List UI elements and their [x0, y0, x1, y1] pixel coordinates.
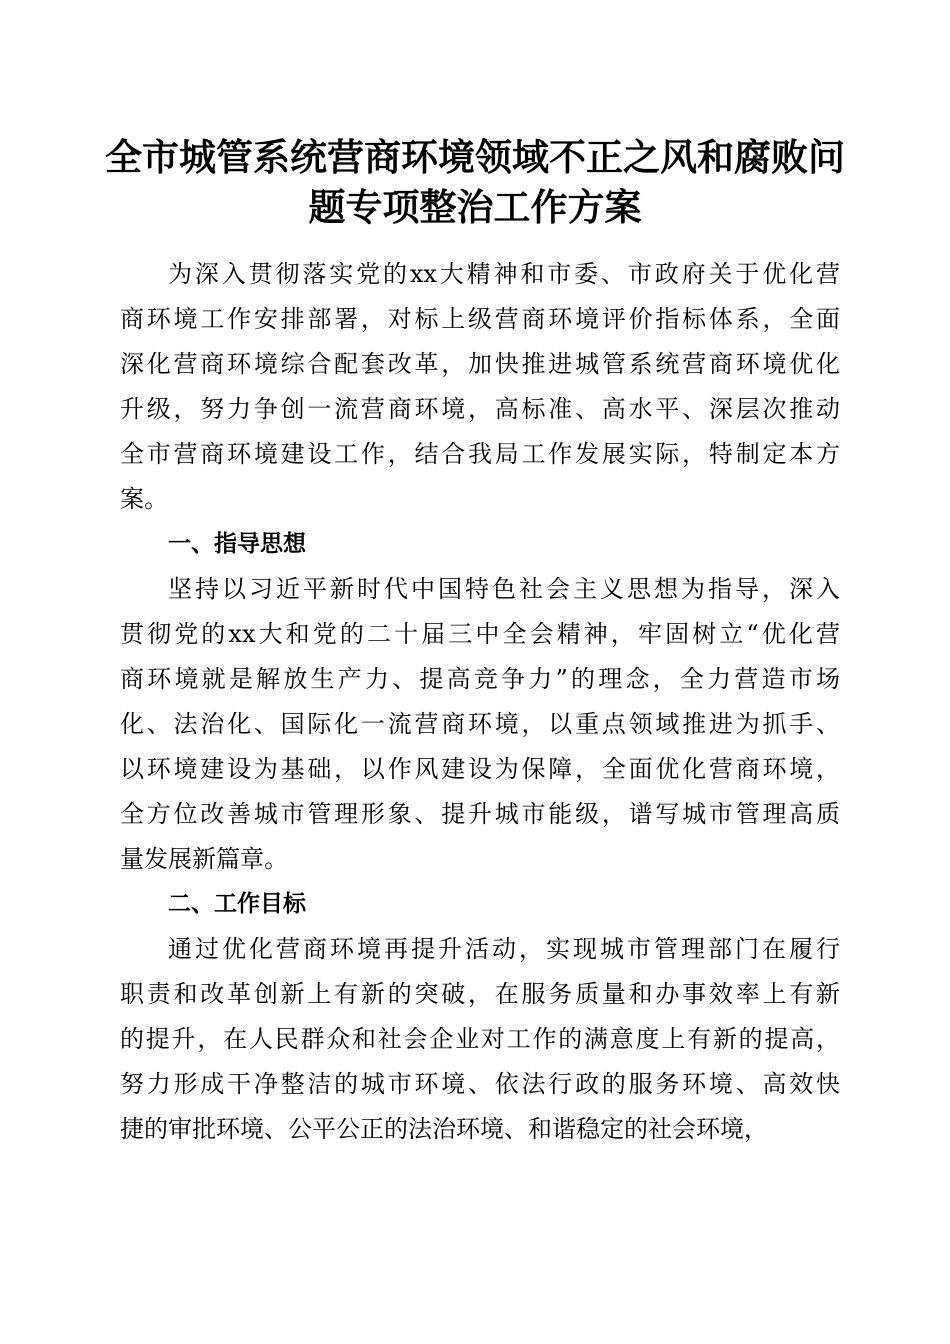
- paragraph-line: 贯彻党的xx大和党的二十届三中全会精神，牢固树立“优化营: [120, 620, 840, 648]
- intro-paragraph: [120, 252, 840, 522]
- paragraph-line: 化、法治化、国际化一流营商环境，以重点领域推进为抓手、: [120, 710, 840, 738]
- paragraph-line: 升级，努力争创一流营商环境，高标准、高水平、深层次推动: [120, 395, 840, 423]
- section-heading-work-goals: 二、工作目标: [168, 891, 306, 917]
- title-line-2: 题专项整治工作方案: [308, 185, 642, 229]
- paragraph-line: 以环境建设为基础，以作风建设为保障，全面优化营商环境，: [120, 755, 840, 783]
- title-line-1: 全市城管系统营商环境领域不正之风和腐败问: [105, 135, 845, 179]
- document-title: [95, 132, 855, 232]
- paragraph-line: 案。: [120, 485, 168, 513]
- paragraph-line: 职责和改革创新上有新的突破，在服务质量和办事效率上有新: [120, 980, 840, 1008]
- document-body: [120, 252, 840, 1152]
- paragraph-line: 通过优化营商环境再提升活动，实现城市管理部门在履行: [168, 935, 840, 963]
- paragraph-line: 量发展新篇章。: [120, 845, 288, 873]
- paragraph-line: 为深入贯彻落实党的xx大精神和市委、市政府关于优化营: [168, 260, 840, 288]
- paragraph-line: 捷的审批环境、公平公正的法治环境、和谐稳定的社会环境，: [120, 1115, 768, 1143]
- paragraph-line: 的提升，在人民群众和社会企业对工作的满意度上有新的提高，: [120, 1025, 840, 1053]
- paragraph-line: 努力形成干净整洁的城市环境、依法行政的服务环境、高效快: [120, 1070, 840, 1098]
- section-heading-guiding-ideology: 一、指导思想: [168, 531, 306, 557]
- paragraph-line: 商环境工作安排部署，对标上级营商环境评价指标体系，全面: [120, 305, 840, 333]
- paragraph-line: 全市营商环境建设工作，结合我局工作发展实际，特制定本方: [120, 440, 840, 468]
- paragraph-line: 深化营商环境综合配套改革，加快推进城管系统营商环境优化: [120, 350, 840, 378]
- guiding-ideology-paragraph: [120, 567, 840, 882]
- paragraph-line: 坚持以习近平新时代中国特色社会主义思想为指导，深入: [168, 575, 840, 603]
- work-goals-paragraph: [120, 927, 840, 1152]
- paragraph-line: 全方位改善城市管理形象、提升城市能级，谱写城市管理高质: [120, 800, 840, 828]
- paragraph-line: 商环境就是解放生产力、提高竞争力”的理念，全力营造市场: [120, 665, 840, 693]
